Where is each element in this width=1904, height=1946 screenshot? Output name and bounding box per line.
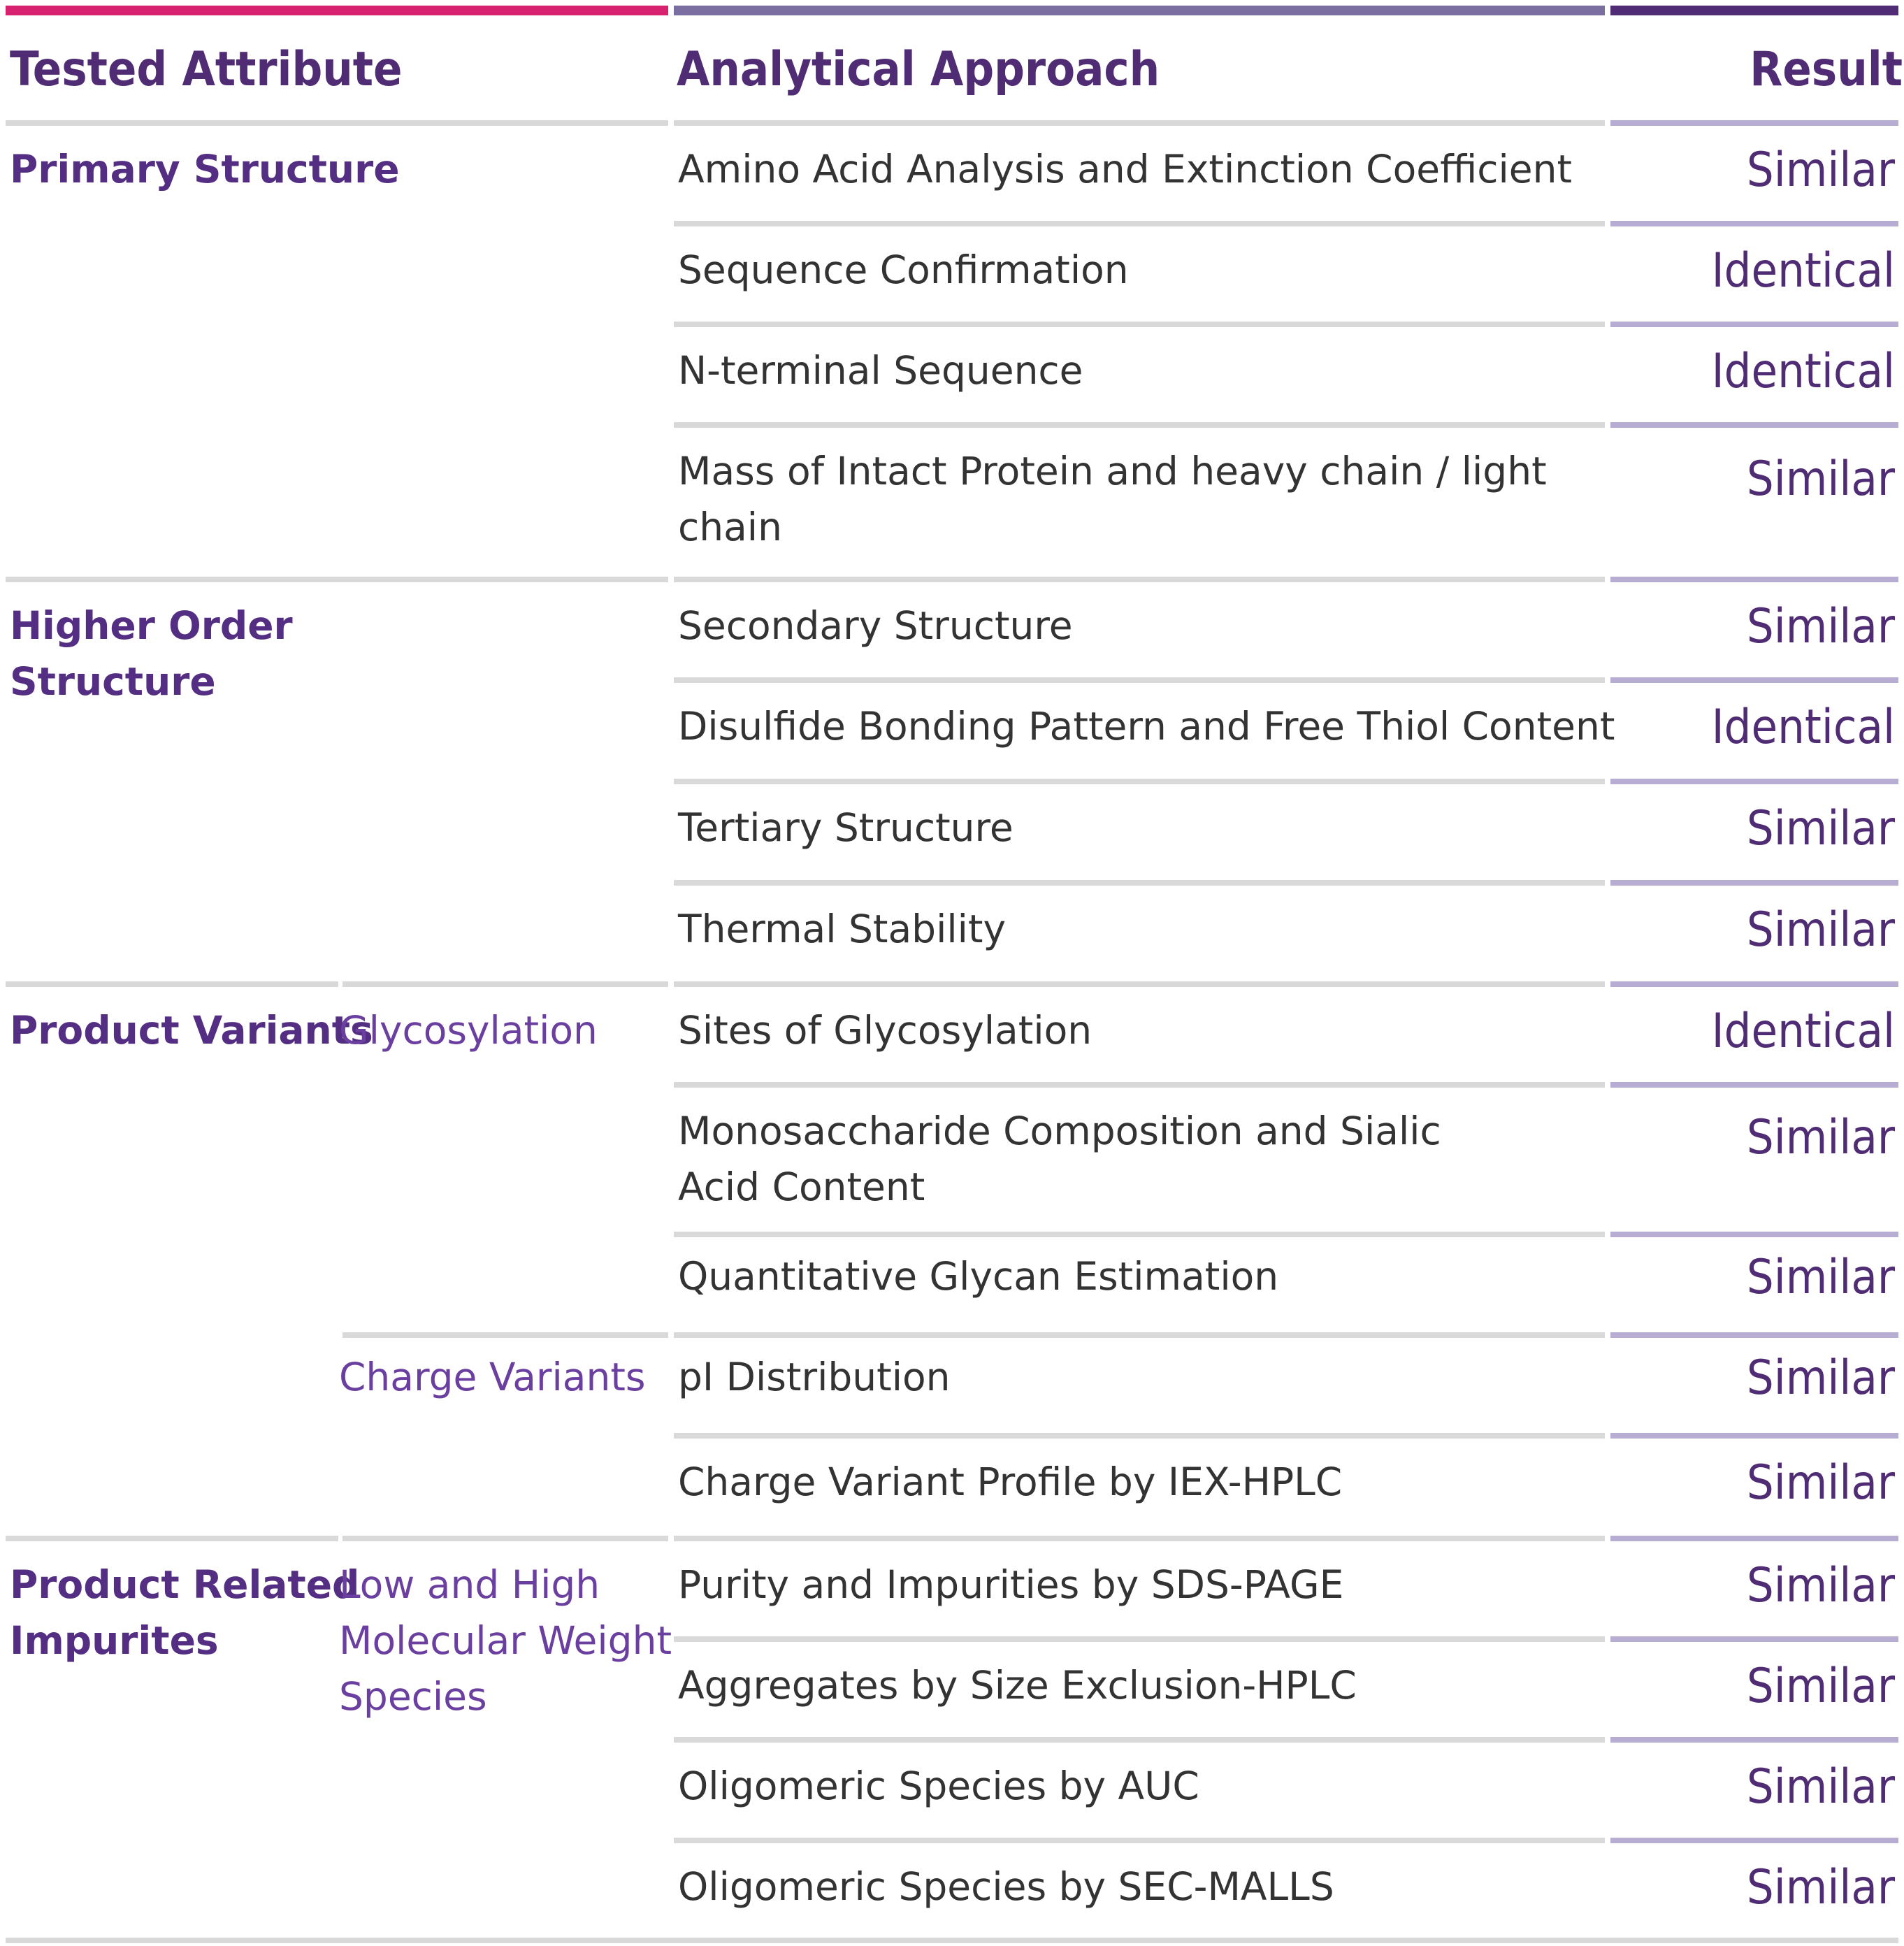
- result-value: Similar: [1746, 1250, 1895, 1305]
- result-value: Similar: [1746, 902, 1895, 958]
- row-divider: [6, 120, 668, 126]
- result-value: Similar: [1746, 599, 1895, 654]
- approach-line: Oligomeric Species by AUC: [678, 1764, 1199, 1808]
- subcategory-line: Molecular Weight: [339, 1618, 672, 1663]
- row-divider: [674, 120, 1605, 126]
- column1-top-bar: [6, 6, 668, 15]
- result-value: Identical: [1711, 700, 1895, 755]
- category-line: Higher Order: [10, 603, 293, 648]
- category-primary-structure: [10, 141, 400, 197]
- approach-line: Amino Acid Analysis and Extinction Coefficient: [678, 147, 1573, 192]
- category-line: Primary Structure: [10, 147, 400, 192]
- row-divider: [1610, 422, 1898, 428]
- approach-cell: [678, 1454, 1342, 1510]
- result-value: Similar: [1746, 1759, 1895, 1815]
- row-divider: [674, 880, 1605, 886]
- subcategory-glycosylation: [339, 1002, 598, 1058]
- row-divider: [674, 677, 1605, 683]
- result-value: Similar: [1746, 143, 1895, 198]
- row-divider: [1610, 322, 1898, 327]
- approach-line: Sequence Confirmation: [678, 247, 1129, 292]
- row-divider: [674, 779, 1605, 784]
- category-line: Product Variants: [10, 1008, 373, 1053]
- approach-line: Thermal Stability: [678, 907, 1007, 951]
- approach-line: Tertiary Structure: [678, 805, 1014, 850]
- approach-line: Oligomeric Species by SEC-MALLS: [678, 1864, 1334, 1909]
- approach-line: N-terminal Sequence: [678, 348, 1083, 393]
- approach-cell: [678, 1859, 1334, 1915]
- row-divider: [342, 1332, 668, 1338]
- result-value: Similar: [1746, 1558, 1895, 1613]
- row-divider: [674, 1232, 1605, 1237]
- approach-line: Mass of Intact Protein and heavy chain / light: [678, 449, 1547, 493]
- header-tested-attribute: Tested Attribute: [10, 42, 403, 97]
- row-divider: [674, 221, 1605, 226]
- category-product-related-impurities: [10, 1557, 359, 1668]
- row-divider: [1610, 1082, 1898, 1088]
- row-divider: [1610, 1332, 1898, 1338]
- header-analytical-approach: Analytical Approach: [677, 42, 1160, 97]
- approach-line: Quantitative Glycan Estimation: [678, 1254, 1279, 1299]
- result-value: Similar: [1746, 1110, 1895, 1165]
- row-divider: [1610, 1433, 1898, 1439]
- section-divider: [674, 981, 1605, 987]
- section-divider: [342, 981, 668, 987]
- subcategory-line: Glycosylation: [339, 1008, 598, 1053]
- result-value: Identical: [1711, 243, 1895, 298]
- approach-cell: [678, 800, 1014, 856]
- approach-cell: [678, 1248, 1278, 1304]
- approach-line: Monosaccharide Composition and Sialic: [678, 1109, 1441, 1153]
- result-value: Similar: [1746, 1860, 1895, 1915]
- row-divider: [674, 1737, 1605, 1743]
- subcategory-line: Low and High: [339, 1562, 600, 1607]
- approach-line: chain: [678, 505, 782, 549]
- result-value: Similar: [1746, 1455, 1895, 1511]
- row-divider: [674, 422, 1605, 428]
- approach-cell: [678, 1103, 1441, 1215]
- approach-line: Secondary Structure: [678, 603, 1073, 648]
- subcategory-charge-variants: [339, 1349, 646, 1405]
- column3-top-bar: [1610, 6, 1898, 15]
- section-divider: [1610, 1536, 1898, 1541]
- row-divider: [1610, 1636, 1898, 1642]
- section-divider: [1610, 577, 1898, 582]
- row-divider: [1610, 1838, 1898, 1843]
- category-line: Structure: [10, 659, 216, 704]
- section-divider: [6, 577, 668, 582]
- approach-cell: [678, 1349, 951, 1405]
- approach-cell: [678, 443, 1547, 555]
- approach-cell: [678, 343, 1083, 398]
- row-divider: [674, 1636, 1605, 1642]
- row-divider: [1610, 677, 1898, 683]
- row-divider: [674, 1082, 1605, 1088]
- column2-top-bar: [674, 6, 1605, 15]
- table-bottom-rule: [6, 1938, 1898, 1943]
- section-divider: [342, 1536, 668, 1541]
- approach-cell: [678, 1557, 1343, 1613]
- section-divider: [6, 1536, 338, 1541]
- row-divider: [674, 1433, 1605, 1439]
- approach-cell: [678, 901, 1006, 957]
- approach-cell: [678, 1758, 1199, 1814]
- header-result: Result: [1750, 42, 1903, 97]
- section-divider: [1610, 981, 1898, 987]
- result-value: Similar: [1746, 452, 1895, 507]
- category-product-variants: [10, 1002, 373, 1058]
- approach-line: pI Distribution: [678, 1355, 951, 1399]
- section-divider: [674, 577, 1605, 582]
- section-divider: [6, 981, 338, 987]
- row-divider: [674, 322, 1605, 327]
- subcategory-line: Species: [339, 1674, 487, 1719]
- category-line: Product Related: [10, 1562, 360, 1607]
- subcategory-low-high-mw-species: [339, 1557, 672, 1724]
- approach-line: Charge Variant Profile by IEX-HPLC: [678, 1460, 1343, 1504]
- result-value: Similar: [1746, 1659, 1895, 1714]
- row-divider: [1610, 1737, 1898, 1743]
- approach-line: Acid Content: [678, 1165, 925, 1209]
- row-divider: [1610, 779, 1898, 784]
- row-divider: [1610, 1232, 1898, 1237]
- category-higher-order-structure: [10, 598, 293, 709]
- result-value: Identical: [1711, 1004, 1895, 1059]
- row-divider: [1610, 120, 1898, 126]
- approach-cell: [678, 698, 1615, 754]
- approach-cell: [678, 242, 1129, 298]
- subcategory-line: Charge Variants: [339, 1355, 646, 1399]
- approach-line: Purity and Impurities by SDS-PAGE: [678, 1562, 1344, 1607]
- category-line: Impurites: [10, 1618, 219, 1663]
- approach-line: Disulfide Bonding Pattern and Free Thiol Content: [678, 704, 1615, 749]
- approach-cell: [678, 1657, 1357, 1713]
- row-divider: [674, 1332, 1605, 1338]
- row-divider: [674, 1838, 1605, 1843]
- approach-cell: [678, 141, 1572, 197]
- approach-cell: [678, 1002, 1092, 1058]
- row-divider: [1610, 221, 1898, 226]
- result-value: Identical: [1711, 344, 1895, 399]
- approach-line: Aggregates by Size Exclusion-HPLC: [678, 1663, 1357, 1708]
- result-value: Similar: [1746, 801, 1895, 856]
- approach-line: Sites of Glycosylation: [678, 1008, 1092, 1053]
- row-divider: [1610, 880, 1898, 886]
- approach-cell: [678, 598, 1073, 654]
- section-divider: [674, 1536, 1605, 1541]
- result-value: Similar: [1746, 1350, 1895, 1406]
